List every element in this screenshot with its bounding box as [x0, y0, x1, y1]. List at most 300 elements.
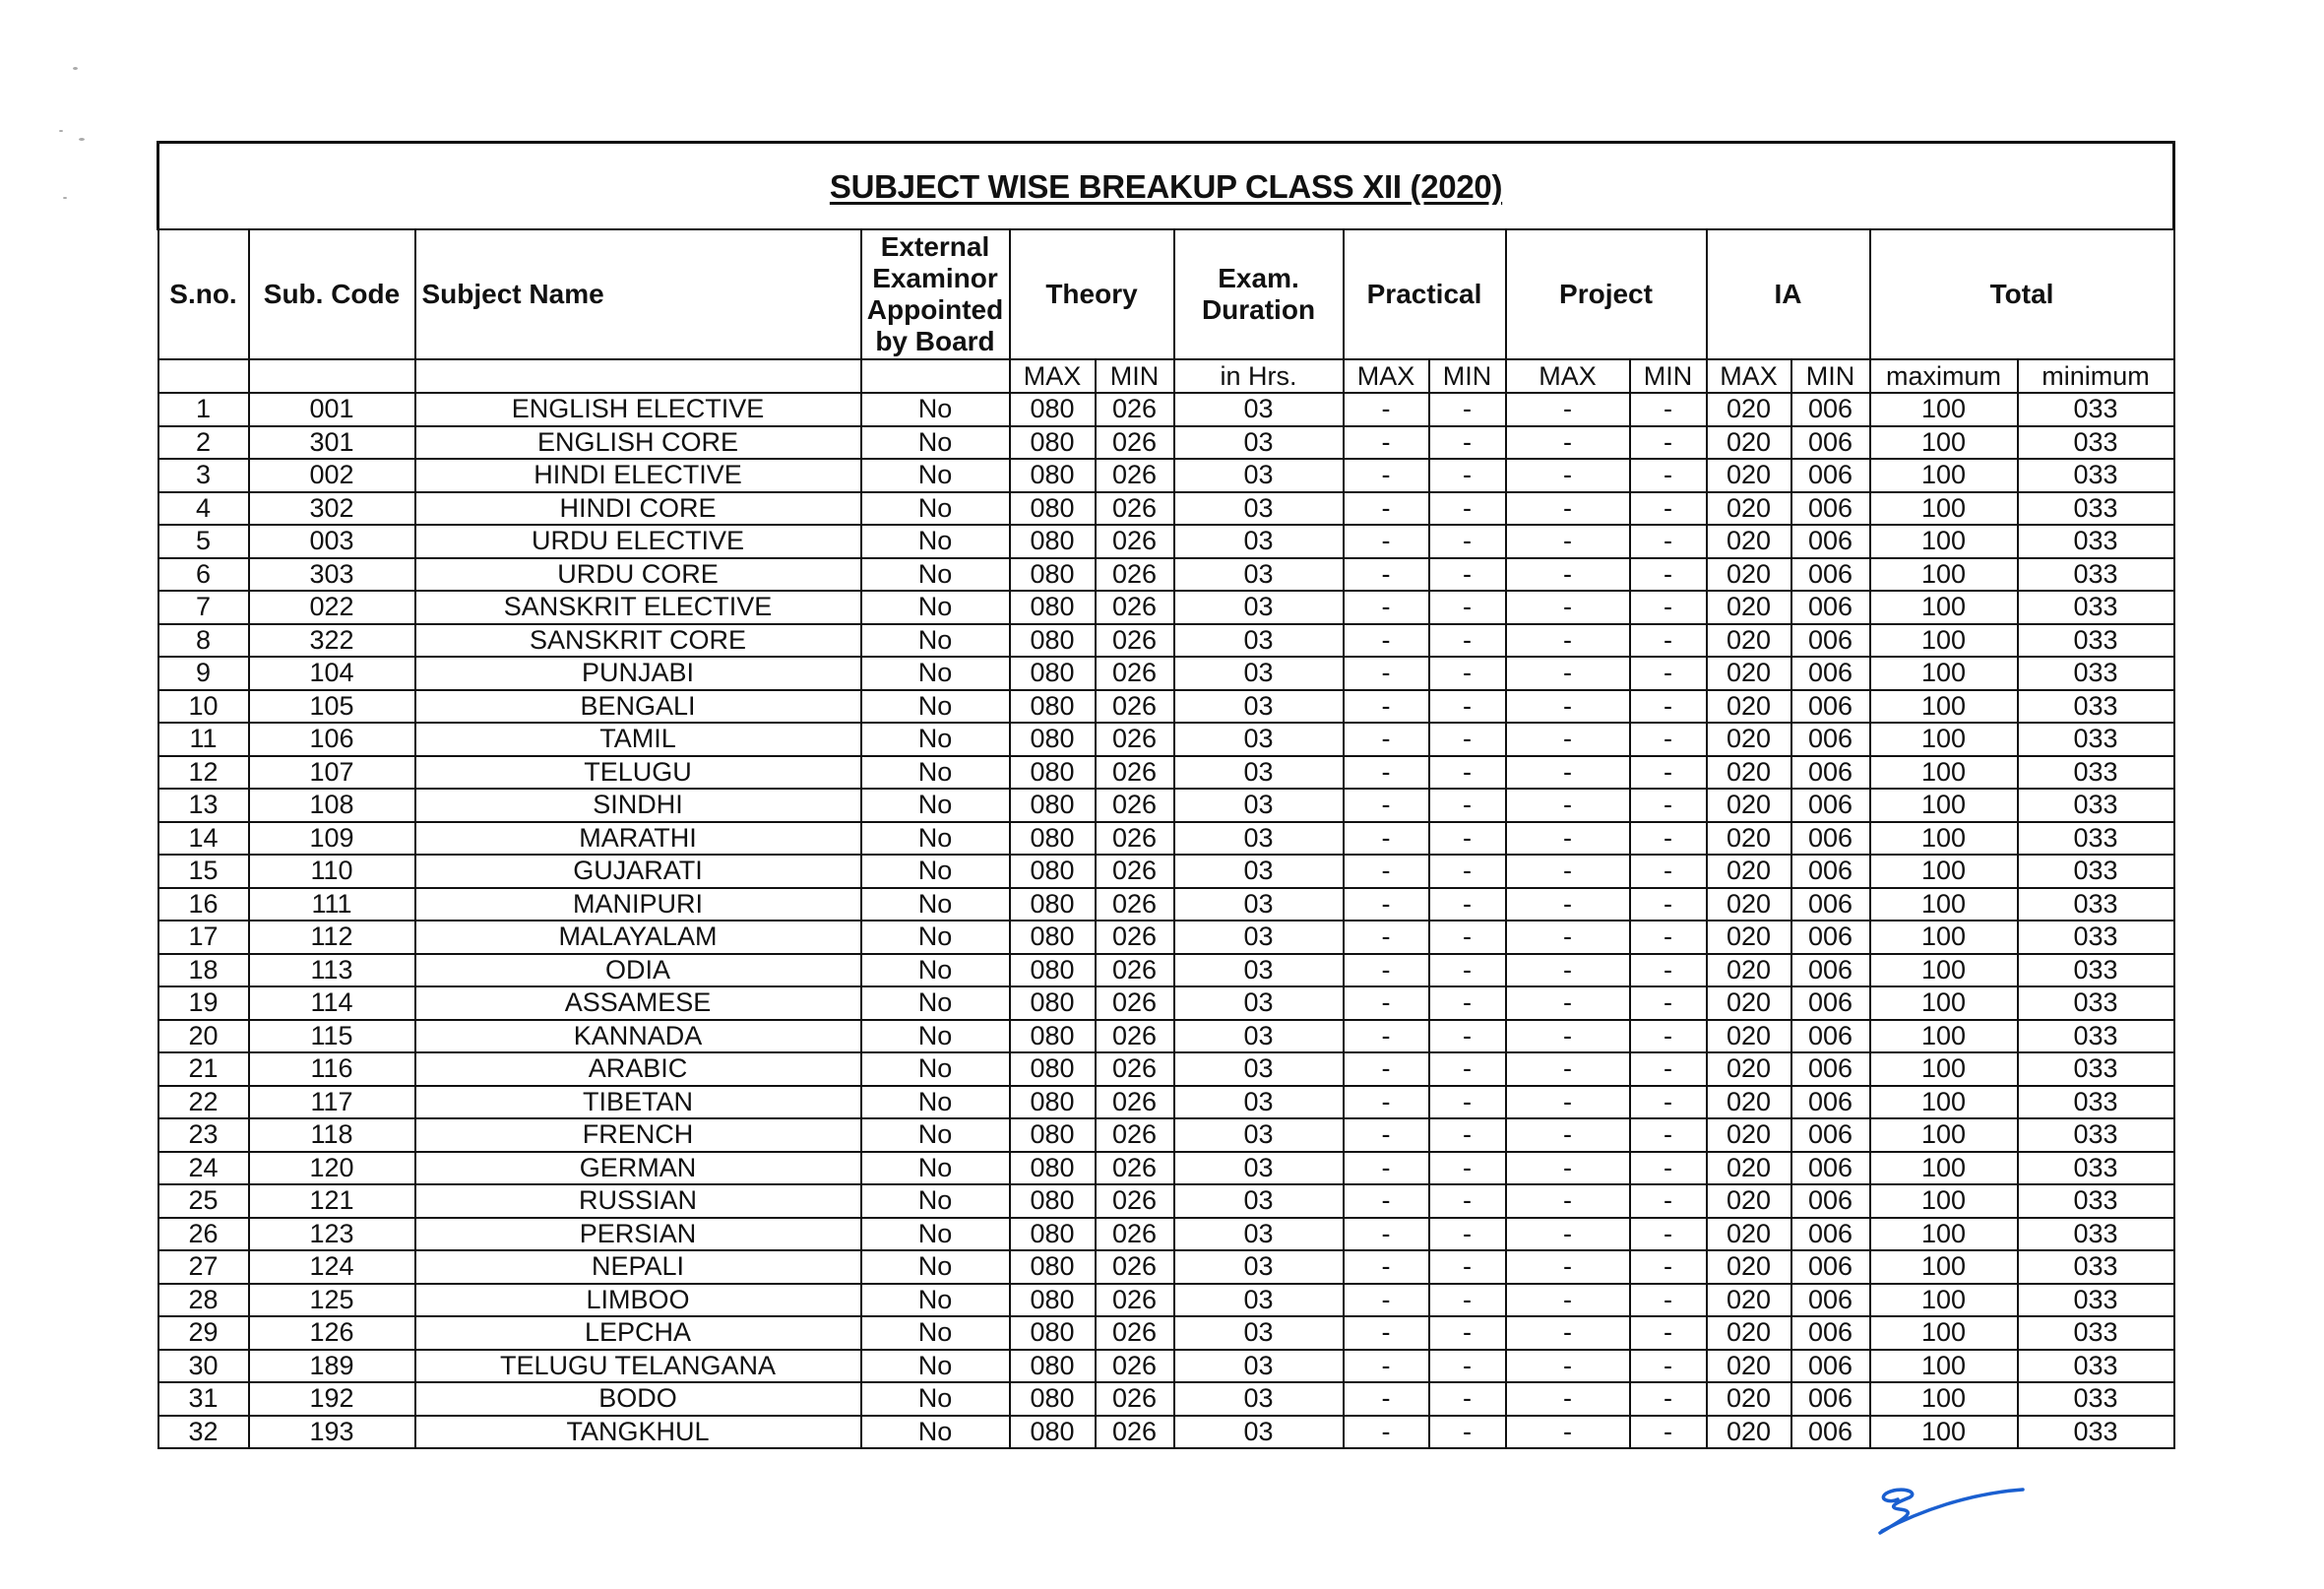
cell-project-min: -: [1630, 558, 1707, 592]
cell-project-min: -: [1630, 723, 1707, 756]
cell-subject-name: ENGLISH ELECTIVE: [415, 393, 861, 426]
cell-ia-max: 020: [1707, 558, 1791, 592]
cell-total-max: 100: [1870, 921, 2018, 954]
cell-total-max: 100: [1870, 591, 2018, 624]
table-body: [158, 393, 2174, 1448]
table-row: [158, 1152, 2174, 1185]
cell-project-max: -: [1506, 1086, 1630, 1119]
cell-project-min: -: [1630, 1416, 1707, 1449]
cell-ia-min: 006: [1791, 591, 1870, 624]
cell-total-max: 100: [1870, 1020, 2018, 1053]
cell-ia-max: 020: [1707, 1382, 1791, 1416]
cell-total-max: 100: [1870, 789, 2018, 822]
cell-theory-min: 026: [1096, 426, 1174, 460]
cell-sub-code: 322: [249, 624, 415, 658]
table-row: [158, 525, 2174, 558]
cell-theory-max: 080: [1010, 723, 1096, 756]
cell-theory-max: 080: [1010, 888, 1096, 922]
cell-sub-code: 109: [249, 822, 415, 856]
cell-total-max: 100: [1870, 558, 2018, 592]
cell-sno: 17: [158, 921, 249, 954]
cell-total-min: 033: [2018, 624, 2174, 658]
cell-theory-min: 026: [1096, 888, 1174, 922]
cell-sub-code: 118: [249, 1118, 415, 1152]
cell-subject-name: GUJARATI: [415, 855, 861, 888]
cell-theory-min: 026: [1096, 690, 1174, 724]
cell-exam-duration: 03: [1174, 1218, 1344, 1251]
cell-total-max: 100: [1870, 1250, 2018, 1284]
cell-practical-max: -: [1344, 921, 1429, 954]
cell-project-min: -: [1630, 591, 1707, 624]
subheader-row: [158, 359, 2174, 393]
cell-sno: 20: [158, 1020, 249, 1053]
cell-total-max: 100: [1870, 624, 2018, 658]
cell-ia-max: 020: [1707, 393, 1791, 426]
cell-sno: 13: [158, 789, 249, 822]
cell-theory-max: 080: [1010, 1218, 1096, 1251]
cell-theory-max: 080: [1010, 525, 1096, 558]
cell-theory-max: 080: [1010, 1118, 1096, 1152]
cell-exam-duration: 03: [1174, 624, 1344, 658]
cell-ia-min: 006: [1791, 954, 1870, 987]
cell-exam-duration: 03: [1174, 492, 1344, 526]
cell-exam-duration: 03: [1174, 426, 1344, 460]
cell-external-examiner: No: [861, 1382, 1010, 1416]
cell-total-min: 033: [2018, 756, 2174, 790]
cell-practical-max: -: [1344, 1284, 1429, 1317]
cell-subject-name: FRENCH: [415, 1118, 861, 1152]
cell-practical-min: -: [1429, 426, 1506, 460]
cell-sub-code: 111: [249, 888, 415, 922]
cell-sno: 3: [158, 459, 249, 492]
cell-exam-duration: 03: [1174, 1052, 1344, 1086]
header-practical: Practical: [1344, 229, 1506, 359]
cell-ia-min: 006: [1791, 888, 1870, 922]
cell-ia-min: 006: [1791, 921, 1870, 954]
cell-external-examiner: No: [861, 986, 1010, 1020]
cell-sub-code: 124: [249, 1250, 415, 1284]
cell-ia-min: 006: [1791, 855, 1870, 888]
cell-total-max: 100: [1870, 1052, 2018, 1086]
cell-external-examiner: No: [861, 1316, 1010, 1350]
cell-theory-max: 080: [1010, 954, 1096, 987]
cell-total-min: 033: [2018, 1250, 2174, 1284]
cell-total-max: 100: [1870, 855, 2018, 888]
cell-sub-code: 302: [249, 492, 415, 526]
table-row: [158, 986, 2174, 1020]
cell-exam-duration: 03: [1174, 1250, 1344, 1284]
cell-total-min: 033: [2018, 558, 2174, 592]
cell-external-examiner: No: [861, 789, 1010, 822]
cell-practical-max: -: [1344, 1250, 1429, 1284]
cell-subject-name: SANSKRIT ELECTIVE: [415, 591, 861, 624]
cell-ia-max: 020: [1707, 1250, 1791, 1284]
header-row: [158, 229, 2174, 359]
cell-sno: 23: [158, 1118, 249, 1152]
cell-total-max: 100: [1870, 1316, 2018, 1350]
cell-practical-min: -: [1429, 1020, 1506, 1053]
cell-sub-code: 022: [249, 591, 415, 624]
cell-project-max: -: [1506, 1284, 1630, 1317]
document-title: SUBJECT WISE BREAKUP CLASS XII (2020): [829, 167, 1503, 205]
cell-subject-name: PERSIAN: [415, 1218, 861, 1251]
table-row: [158, 459, 2174, 492]
cell-ia-max: 020: [1707, 1218, 1791, 1251]
cell-sno: 8: [158, 624, 249, 658]
cell-practical-min: -: [1429, 1350, 1506, 1383]
table-row: [158, 1020, 2174, 1053]
cell-theory-max: 080: [1010, 1020, 1096, 1053]
cell-subject-name: BENGALI: [415, 690, 861, 724]
table-row: [158, 624, 2174, 658]
cell-theory-min: 026: [1096, 1316, 1174, 1350]
cell-project-min: -: [1630, 822, 1707, 856]
header-exam-duration-line: Duration: [1201, 294, 1316, 325]
cell-external-examiner: No: [861, 558, 1010, 592]
cell-project-max: -: [1506, 1052, 1630, 1086]
cell-ia-max: 020: [1707, 1118, 1791, 1152]
cell-sno: 22: [158, 1086, 249, 1119]
cell-sub-code: 107: [249, 756, 415, 790]
cell-exam-duration: 03: [1174, 756, 1344, 790]
cell-total-max: 100: [1870, 459, 2018, 492]
cell-external-examiner: No: [861, 822, 1010, 856]
cell-practical-min: -: [1429, 558, 1506, 592]
cell-practical-min: -: [1429, 1416, 1506, 1449]
cell-ia-max: 020: [1707, 954, 1791, 987]
table-row: [158, 1118, 2174, 1152]
table-row: [158, 393, 2174, 426]
cell-subject-name: ASSAMESE: [415, 986, 861, 1020]
cell-ia-max: 020: [1707, 624, 1791, 658]
cell-sno: 9: [158, 657, 249, 690]
cell-project-min: -: [1630, 624, 1707, 658]
subheader-ia-min: MIN: [1791, 359, 1870, 393]
header-external-examiner-line: Examinor: [872, 263, 998, 293]
cell-practical-min: -: [1429, 492, 1506, 526]
cell-total-min: 033: [2018, 1020, 2174, 1053]
cell-practical-max: -: [1344, 723, 1429, 756]
cell-project-min: -: [1630, 492, 1707, 526]
table-row: [158, 1316, 2174, 1350]
cell-sub-code: 193: [249, 1416, 415, 1449]
cell-sub-code: 301: [249, 426, 415, 460]
cell-ia-max: 020: [1707, 855, 1791, 888]
cell-theory-max: 080: [1010, 459, 1096, 492]
cell-total-max: 100: [1870, 723, 2018, 756]
cell-subject-name: ENGLISH CORE: [415, 426, 861, 460]
cell-theory-max: 080: [1010, 624, 1096, 658]
cell-total-max: 100: [1870, 1118, 2018, 1152]
cell-total-min: 033: [2018, 1416, 2174, 1449]
cell-practical-max: -: [1344, 1350, 1429, 1383]
cell-ia-min: 006: [1791, 525, 1870, 558]
cell-subject-name: HINDI CORE: [415, 492, 861, 526]
cell-sub-code: 112: [249, 921, 415, 954]
cell-theory-max: 080: [1010, 921, 1096, 954]
cell-ia-max: 020: [1707, 591, 1791, 624]
cell-ia-min: 006: [1791, 1316, 1870, 1350]
table-row: [158, 1184, 2174, 1218]
cell-theory-min: 026: [1096, 1218, 1174, 1251]
cell-ia-min: 006: [1791, 1020, 1870, 1053]
cell-practical-min: -: [1429, 1086, 1506, 1119]
cell-subject-name: BODO: [415, 1382, 861, 1416]
cell-total-min: 033: [2018, 888, 2174, 922]
table-row: [158, 1350, 2174, 1383]
cell-subject-name: TANGKHUL: [415, 1416, 861, 1449]
subheader-empty: [249, 359, 415, 393]
subheader-total-max: maximum: [1870, 359, 2018, 393]
cell-subject-name: ARABIC: [415, 1052, 861, 1086]
cell-sno: 5: [158, 525, 249, 558]
subheader-project-max: MAX: [1506, 359, 1630, 393]
cell-subject-name: SANSKRIT CORE: [415, 624, 861, 658]
cell-external-examiner: No: [861, 1184, 1010, 1218]
cell-subject-name: TAMIL: [415, 723, 861, 756]
cell-external-examiner: No: [861, 690, 1010, 724]
cell-external-examiner: No: [861, 921, 1010, 954]
cell-theory-min: 026: [1096, 1284, 1174, 1317]
cell-exam-duration: 03: [1174, 1382, 1344, 1416]
cell-external-examiner: No: [861, 1118, 1010, 1152]
cell-project-max: -: [1506, 492, 1630, 526]
cell-project-min: -: [1630, 1382, 1707, 1416]
table-row: [158, 1052, 2174, 1086]
cell-sno: 32: [158, 1416, 249, 1449]
cell-subject-name: ODIA: [415, 954, 861, 987]
cell-exam-duration: 03: [1174, 789, 1344, 822]
cell-theory-max: 080: [1010, 690, 1096, 724]
cell-theory-min: 026: [1096, 986, 1174, 1020]
cell-project-max: -: [1506, 1118, 1630, 1152]
cell-theory-max: 080: [1010, 855, 1096, 888]
cell-subject-name: SINDHI: [415, 789, 861, 822]
cell-ia-max: 020: [1707, 1316, 1791, 1350]
cell-exam-duration: 03: [1174, 1086, 1344, 1119]
cell-practical-min: -: [1429, 459, 1506, 492]
cell-total-min: 033: [2018, 690, 2174, 724]
signature-stroke: [1880, 1490, 2023, 1533]
cell-ia-max: 020: [1707, 723, 1791, 756]
cell-exam-duration: 03: [1174, 1350, 1344, 1383]
cell-practical-min: -: [1429, 393, 1506, 426]
title-cell: [158, 143, 2174, 230]
table-row: [158, 789, 2174, 822]
cell-exam-duration: 03: [1174, 822, 1344, 856]
cell-total-max: 100: [1870, 986, 2018, 1020]
cell-sub-code: 104: [249, 657, 415, 690]
table-row: [158, 1382, 2174, 1416]
cell-project-max: -: [1506, 1218, 1630, 1251]
header-exam-duration-line: Exam.: [1218, 263, 1299, 293]
cell-exam-duration: 03: [1174, 954, 1344, 987]
cell-sub-code: 105: [249, 690, 415, 724]
cell-practical-max: -: [1344, 1184, 1429, 1218]
table-row: [158, 921, 2174, 954]
cell-project-max: -: [1506, 855, 1630, 888]
cell-practical-min: -: [1429, 921, 1506, 954]
subheader-ia-max: MAX: [1707, 359, 1791, 393]
cell-project-max: -: [1506, 591, 1630, 624]
cell-theory-max: 080: [1010, 1152, 1096, 1185]
cell-practical-min: -: [1429, 822, 1506, 856]
cell-sno: 31: [158, 1382, 249, 1416]
cell-theory-min: 026: [1096, 624, 1174, 658]
cell-practical-min: -: [1429, 525, 1506, 558]
cell-total-max: 100: [1870, 1382, 2018, 1416]
cell-theory-max: 080: [1010, 1316, 1096, 1350]
cell-project-max: -: [1506, 986, 1630, 1020]
cell-external-examiner: No: [861, 657, 1010, 690]
cell-practical-min: -: [1429, 624, 1506, 658]
cell-total-min: 033: [2018, 1152, 2174, 1185]
cell-subject-name: MANIPURI: [415, 888, 861, 922]
cell-subject-name: KANNADA: [415, 1020, 861, 1053]
cell-practical-max: -: [1344, 855, 1429, 888]
cell-total-min: 033: [2018, 921, 2174, 954]
cell-external-examiner: No: [861, 591, 1010, 624]
cell-practical-min: -: [1429, 690, 1506, 724]
cell-theory-min: 026: [1096, 756, 1174, 790]
cell-external-examiner: No: [861, 855, 1010, 888]
cell-theory-min: 026: [1096, 855, 1174, 888]
table-row: [158, 591, 2174, 624]
cell-ia-max: 020: [1707, 459, 1791, 492]
cell-practical-max: -: [1344, 1152, 1429, 1185]
cell-total-max: 100: [1870, 393, 2018, 426]
cell-sub-code: 114: [249, 986, 415, 1020]
cell-ia-min: 006: [1791, 1184, 1870, 1218]
cell-total-max: 100: [1870, 756, 2018, 790]
subheader-theory-min: MIN: [1096, 359, 1174, 393]
cell-sno: 25: [158, 1184, 249, 1218]
cell-external-examiner: No: [861, 1350, 1010, 1383]
cell-practical-max: -: [1344, 756, 1429, 790]
cell-practical-max: -: [1344, 888, 1429, 922]
cell-theory-min: 026: [1096, 657, 1174, 690]
cell-practical-min: -: [1429, 1184, 1506, 1218]
cell-project-min: -: [1630, 1020, 1707, 1053]
cell-project-max: -: [1506, 756, 1630, 790]
cell-exam-duration: 03: [1174, 986, 1344, 1020]
cell-total-min: 033: [2018, 1086, 2174, 1119]
table-row: [158, 1086, 2174, 1119]
cell-practical-min: -: [1429, 756, 1506, 790]
cell-ia-max: 020: [1707, 492, 1791, 526]
table-row: [158, 756, 2174, 790]
table-row: [158, 888, 2174, 922]
subheader-practical-min: MIN: [1429, 359, 1506, 393]
cell-project-min: -: [1630, 690, 1707, 724]
cell-project-min: -: [1630, 855, 1707, 888]
cell-subject-name: GERMAN: [415, 1152, 861, 1185]
cell-subject-name: URDU ELECTIVE: [415, 525, 861, 558]
header-project: Project: [1506, 229, 1707, 359]
cell-subject-name: TELUGU: [415, 756, 861, 790]
cell-total-max: 100: [1870, 1152, 2018, 1185]
cell-practical-max: -: [1344, 1218, 1429, 1251]
cell-sub-code: 120: [249, 1152, 415, 1185]
cell-project-min: -: [1630, 1250, 1707, 1284]
cell-ia-max: 020: [1707, 1052, 1791, 1086]
cell-sub-code: 116: [249, 1052, 415, 1086]
cell-project-max: -: [1506, 657, 1630, 690]
cell-sub-code: 192: [249, 1382, 415, 1416]
cell-exam-duration: 03: [1174, 1316, 1344, 1350]
cell-total-min: 033: [2018, 492, 2174, 526]
table-row: [158, 855, 2174, 888]
cell-ia-max: 020: [1707, 1020, 1791, 1053]
cell-ia-min: 006: [1791, 1382, 1870, 1416]
cell-external-examiner: No: [861, 1052, 1010, 1086]
subheader-practical-max: MAX: [1344, 359, 1429, 393]
cell-ia-min: 006: [1791, 1118, 1870, 1152]
cell-project-min: -: [1630, 1184, 1707, 1218]
cell-sno: 26: [158, 1218, 249, 1251]
cell-external-examiner: No: [861, 1152, 1010, 1185]
table-row: [158, 1416, 2174, 1449]
cell-subject-name: TELUGU TELANGANA: [415, 1350, 861, 1383]
cell-ia-min: 006: [1791, 426, 1870, 460]
table-row: [158, 822, 2174, 856]
cell-theory-max: 080: [1010, 822, 1096, 856]
cell-practical-min: -: [1429, 855, 1506, 888]
cell-theory-min: 026: [1096, 1118, 1174, 1152]
subheader-empty: [861, 359, 1010, 393]
cell-exam-duration: 03: [1174, 591, 1344, 624]
cell-sub-code: 121: [249, 1184, 415, 1218]
cell-practical-min: -: [1429, 1250, 1506, 1284]
cell-practical-max: -: [1344, 591, 1429, 624]
header-sno: S.no.: [158, 229, 249, 359]
header-ia: IA: [1707, 229, 1870, 359]
cell-theory-max: 080: [1010, 591, 1096, 624]
cell-practical-max: -: [1344, 393, 1429, 426]
cell-ia-max: 020: [1707, 1152, 1791, 1185]
cell-theory-min: 026: [1096, 1184, 1174, 1218]
cell-exam-duration: 03: [1174, 558, 1344, 592]
cell-subject-name: MALAYALAM: [415, 921, 861, 954]
cell-practical-max: -: [1344, 1382, 1429, 1416]
subheader-project-min: MIN: [1630, 359, 1707, 393]
cell-external-examiner: No: [861, 1250, 1010, 1284]
cell-sub-code: 113: [249, 954, 415, 987]
cell-practical-max: -: [1344, 822, 1429, 856]
scan-specks: [59, 59, 98, 217]
table-row: [158, 426, 2174, 460]
cell-sno: 12: [158, 756, 249, 790]
cell-ia-min: 006: [1791, 492, 1870, 526]
cell-practical-max: -: [1344, 954, 1429, 987]
cell-total-min: 033: [2018, 1218, 2174, 1251]
cell-external-examiner: No: [861, 426, 1010, 460]
cell-total-min: 033: [2018, 986, 2174, 1020]
cell-total-max: 100: [1870, 1416, 2018, 1449]
cell-total-min: 033: [2018, 822, 2174, 856]
cell-exam-duration: 03: [1174, 459, 1344, 492]
cell-sno: 2: [158, 426, 249, 460]
cell-theory-max: 080: [1010, 789, 1096, 822]
cell-ia-min: 006: [1791, 1416, 1870, 1449]
cell-exam-duration: 03: [1174, 888, 1344, 922]
cell-sub-code: 117: [249, 1086, 415, 1119]
cell-subject-name: URDU CORE: [415, 558, 861, 592]
cell-total-max: 100: [1870, 888, 2018, 922]
cell-subject-name: LIMBOO: [415, 1284, 861, 1317]
cell-ia-min: 006: [1791, 558, 1870, 592]
cell-ia-max: 020: [1707, 921, 1791, 954]
